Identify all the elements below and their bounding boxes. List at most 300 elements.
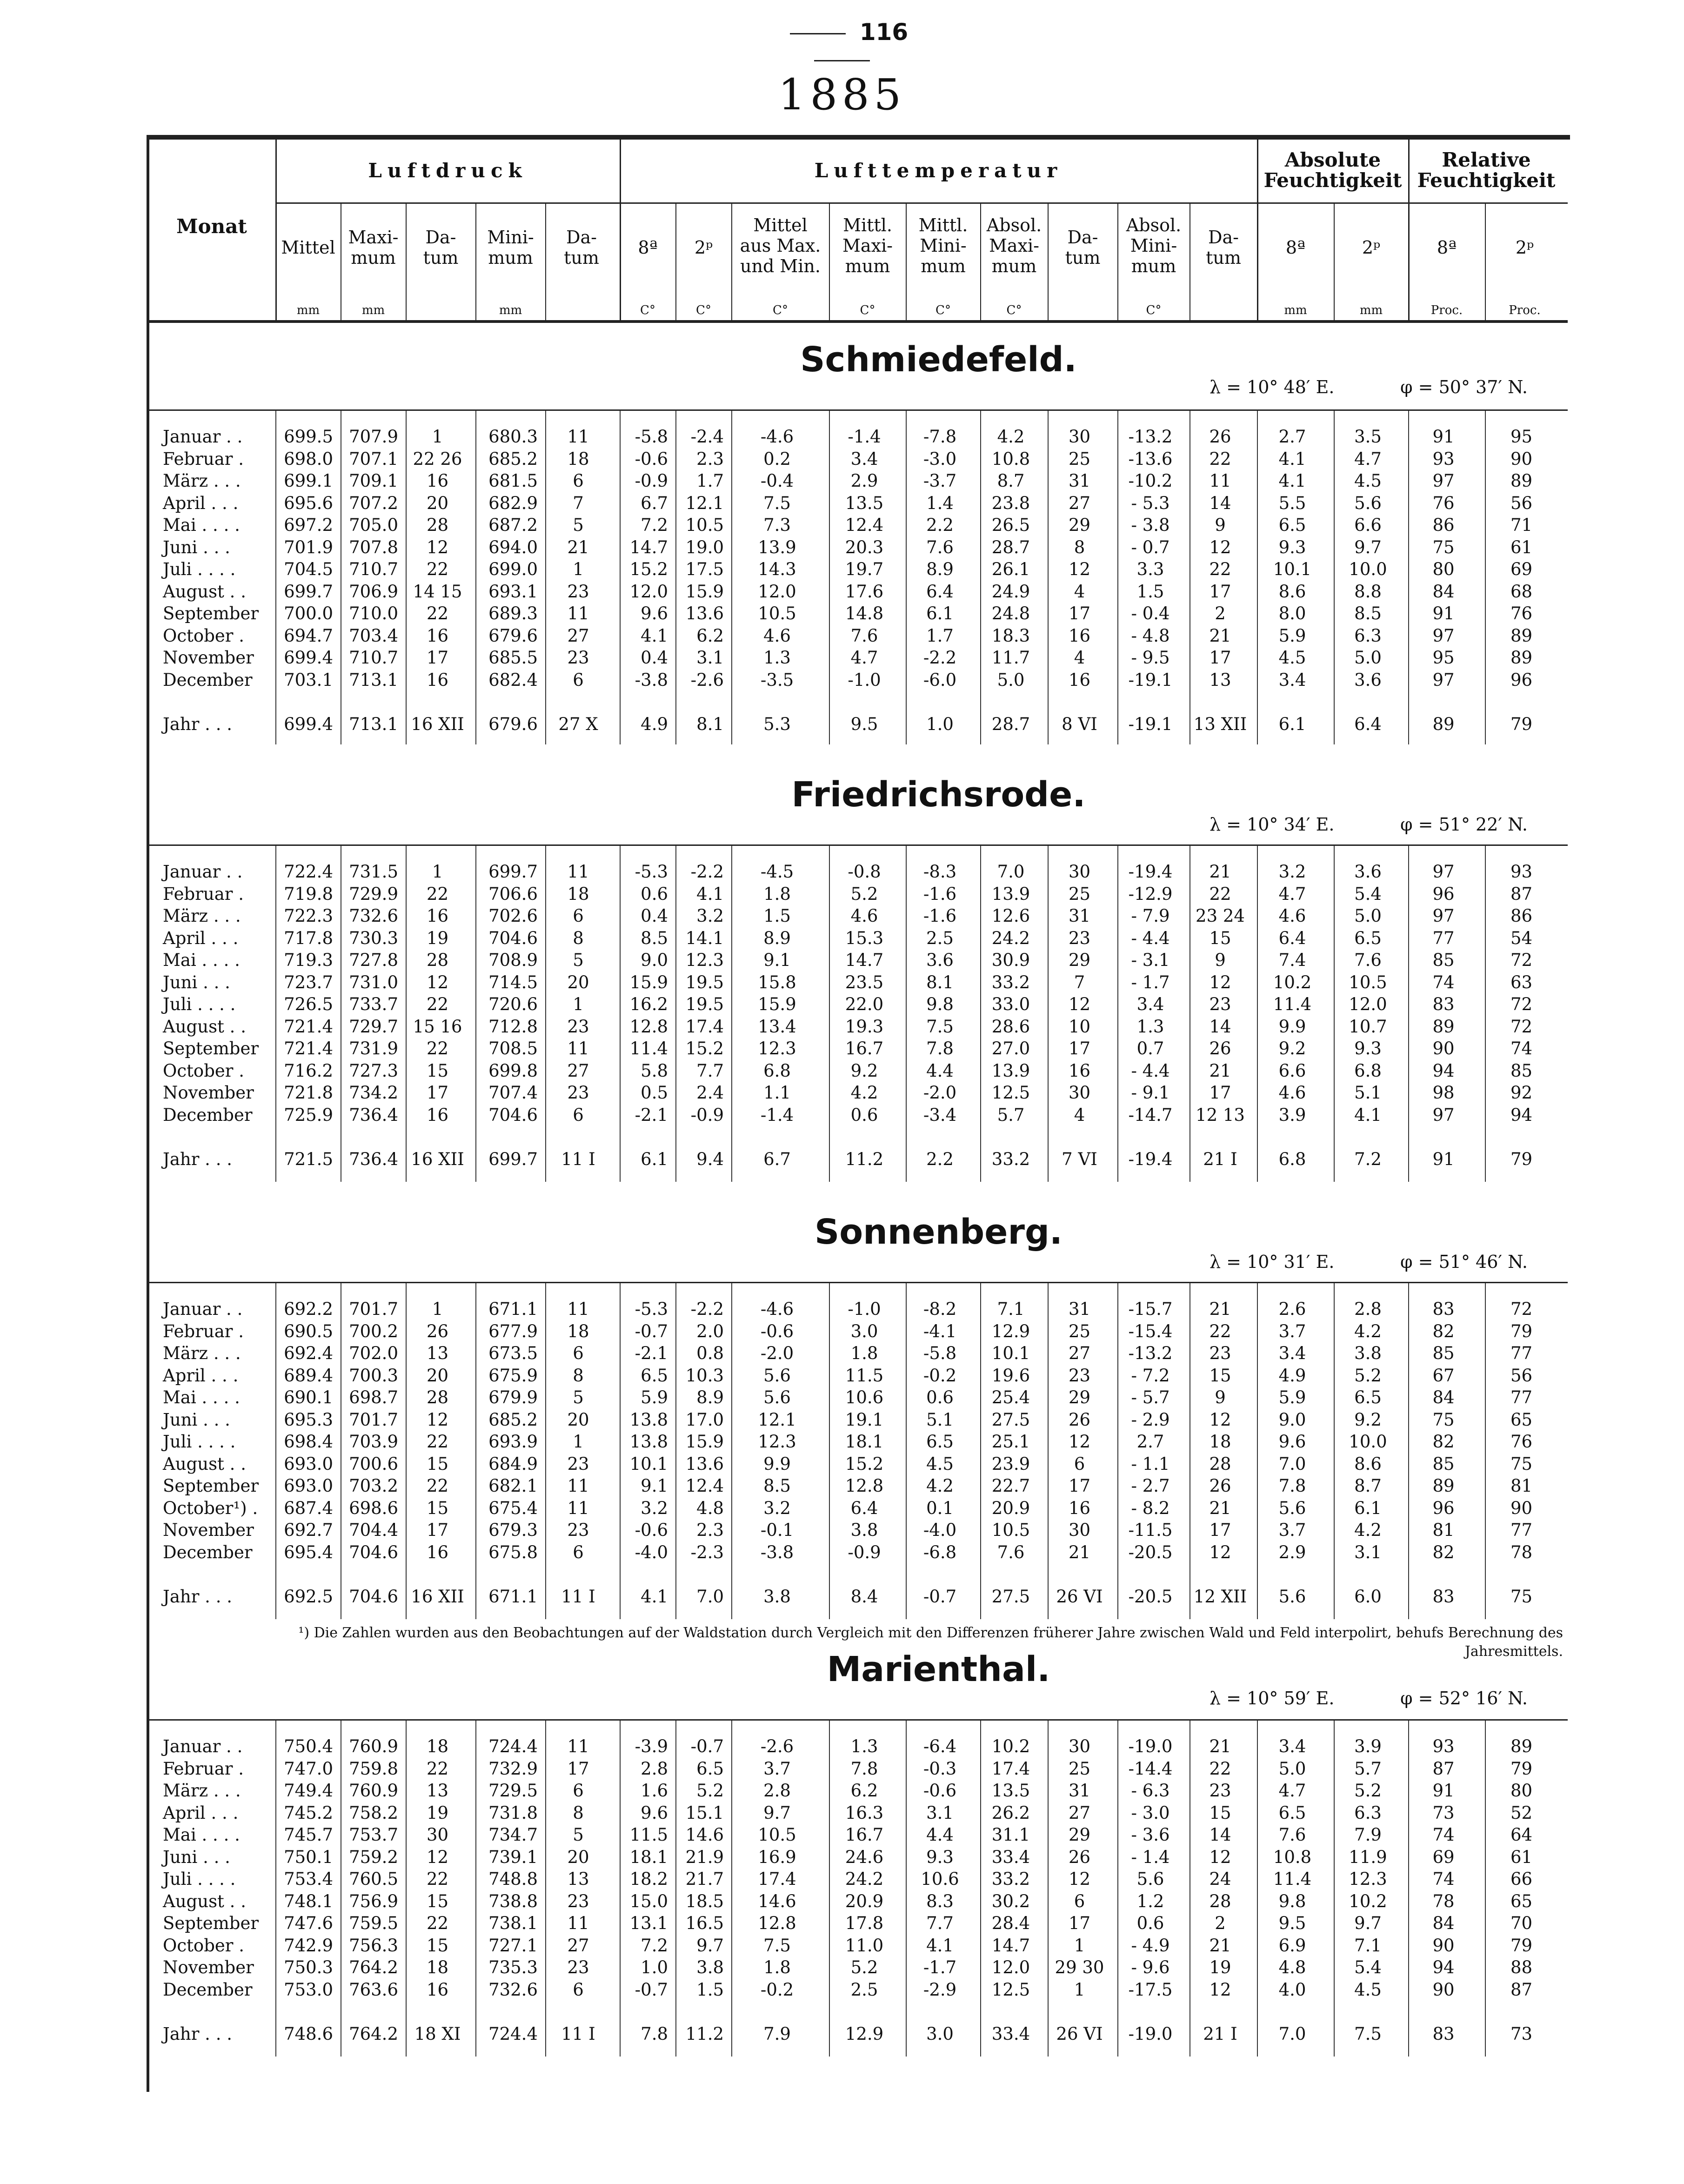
column-header-line: Da- xyxy=(425,227,456,248)
table-cell: 759.8 xyxy=(349,1758,398,1779)
table-cell: 12.4 xyxy=(685,1476,724,1496)
table-cell: 21 I xyxy=(1203,2024,1237,2044)
table-cell: 16 XII xyxy=(411,714,464,734)
table-cell: 21 xyxy=(1068,1542,1091,1562)
table-cell: 4.1 xyxy=(641,625,668,646)
column-divider xyxy=(675,204,676,320)
table-cell: 16 XII xyxy=(411,1587,464,1607)
table-cell: 5.4 xyxy=(1354,1957,1382,1977)
table-cell: 2.8 xyxy=(763,1781,791,1801)
table-cell: 91 xyxy=(1432,603,1455,623)
table-cell: 15 xyxy=(1209,1802,1231,1823)
table-cell: -0.7 xyxy=(923,1587,957,1607)
table-cell: 27 xyxy=(1068,1343,1091,1363)
table-cell: 11 xyxy=(567,1498,589,1518)
table-cell: 13.1 xyxy=(629,1913,668,1933)
table-cell: 15 xyxy=(426,1498,449,1518)
table-cell: 695.3 xyxy=(284,1409,333,1430)
table-cell: 26.5 xyxy=(991,515,1030,535)
table-cell: 701.7 xyxy=(349,1409,398,1430)
table-cell: 713.1 xyxy=(349,670,398,690)
month-label: September xyxy=(163,1476,259,1496)
table-cell: 10.5 xyxy=(1349,972,1387,992)
table-cell: -19.0 xyxy=(1128,2024,1173,2044)
table-cell: 7.8 xyxy=(641,2024,668,2044)
table-cell: 21.7 xyxy=(685,1869,724,1889)
table-cell: 97 xyxy=(1432,625,1455,646)
table-cell: 3.0 xyxy=(926,2024,954,2044)
table-cell: 730.3 xyxy=(349,928,398,948)
table-cell: 705.0 xyxy=(349,515,398,535)
table-cell: 82 xyxy=(1432,1432,1455,1452)
table-cell: 18 xyxy=(426,1957,449,1977)
table-cell: -19.1 xyxy=(1128,714,1173,734)
table-cell: 6.4 xyxy=(1354,714,1382,734)
table-cell: - 4.9 xyxy=(1131,1935,1170,1956)
table-cell: 4.7 xyxy=(850,648,878,668)
table-cell: 0.5 xyxy=(641,1083,668,1103)
column-header-line: Maxi- xyxy=(989,235,1039,256)
table-cell: 4.0 xyxy=(1278,1979,1306,2000)
table-cell: 19.1 xyxy=(845,1409,884,1430)
table-cell: 4.5 xyxy=(1278,648,1306,668)
column-header-line: Mini- xyxy=(1130,235,1177,256)
table-cell: 753.4 xyxy=(284,1869,333,1889)
table-cell: 75 xyxy=(1510,1587,1533,1607)
table-cell: 732.6 xyxy=(349,906,398,926)
table-cell: -15.7 xyxy=(1128,1299,1173,1319)
table-cell: 14.7 xyxy=(845,950,884,970)
table-cell: 27 X xyxy=(558,714,598,734)
table-cell: 4.5 xyxy=(1354,1979,1382,2000)
table-cell: 72 xyxy=(1510,994,1533,1014)
month-label: Januar . . xyxy=(163,862,243,882)
table-cell: 21 xyxy=(1209,1060,1231,1081)
table-cell: 699.7 xyxy=(488,862,538,882)
table-row xyxy=(147,1541,1568,1564)
table-cell: 15 xyxy=(426,1891,449,1911)
table-cell: 12.9 xyxy=(991,1321,1030,1341)
table-cell: -0.9 xyxy=(690,1105,724,1125)
table-cell: 11 xyxy=(567,1913,589,1933)
table-cell: 17 xyxy=(1068,603,1091,623)
table-cell: 7.1 xyxy=(1354,1935,1382,1956)
table-cell: 689.3 xyxy=(488,603,538,623)
table-cell: 72 xyxy=(1510,950,1533,970)
table-cell: 3.6 xyxy=(1354,670,1382,690)
table-cell: 23 xyxy=(567,1454,589,1474)
table-cell: 23 xyxy=(1068,1365,1091,1386)
table-cell: 0.7 xyxy=(1136,1038,1164,1059)
table-cell: 10.6 xyxy=(921,1869,959,1889)
table-cell: -2.0 xyxy=(923,1083,957,1103)
table-cell: 11.4 xyxy=(629,1038,668,1059)
table-cell: 12.6 xyxy=(991,906,1030,926)
table-cell: 12 xyxy=(1068,559,1091,579)
table-cell: 2.5 xyxy=(850,1979,878,2000)
table-cell: 3.1 xyxy=(926,1802,954,1823)
table-cell: 11.4 xyxy=(1273,1869,1312,1889)
table-cell: 28 xyxy=(426,950,449,970)
column-divider xyxy=(1257,204,1258,320)
table-cell: 7.8 xyxy=(926,1038,954,1059)
table-cell: 85 xyxy=(1432,950,1455,970)
table-cell: 19 xyxy=(1209,1957,1231,1977)
table-cell: 749.4 xyxy=(284,1781,333,1801)
table-cell: 2.5 xyxy=(926,928,954,948)
table-cell: 9.2 xyxy=(1278,1038,1306,1059)
table-cell: -15.4 xyxy=(1128,1321,1173,1341)
table-cell: 6.7 xyxy=(641,493,668,513)
table-cell: 12 XII xyxy=(1193,1587,1247,1607)
table-cell: 7.6 xyxy=(1278,1825,1306,1845)
table-cell: 17 xyxy=(1209,1520,1231,1540)
column-header xyxy=(677,237,730,258)
table-cell: 7.5 xyxy=(926,1016,954,1037)
table-cell: 7.6 xyxy=(997,1542,1025,1562)
table-cell: - 5.7 xyxy=(1131,1387,1170,1407)
header-absolute-feuchtigkeit xyxy=(1258,150,1407,191)
table-cell: 1.3 xyxy=(763,648,791,668)
table-cell: 679.3 xyxy=(488,1520,538,1540)
table-cell: 694.0 xyxy=(488,537,538,557)
table-cell: 7.5 xyxy=(1354,2024,1382,2044)
table-cell: 4.4 xyxy=(926,1060,954,1081)
table-cell: 758.2 xyxy=(349,1802,398,1823)
table-cell: 79 xyxy=(1510,1935,1533,1956)
table-cell: 79 xyxy=(1510,714,1533,734)
table-cell: 3.4 xyxy=(1136,994,1164,1014)
table-cell: 24.2 xyxy=(845,1869,884,1889)
table-cell: 10.0 xyxy=(1349,559,1387,579)
month-label: October . xyxy=(163,625,244,646)
table-cell: 20.9 xyxy=(991,1498,1030,1518)
table-cell: 22 xyxy=(1209,559,1231,579)
table-cell: 64 xyxy=(1510,1825,1533,1845)
table-cell: 26 VI xyxy=(1056,2024,1103,2044)
table-cell: 75 xyxy=(1432,537,1455,557)
table-cell: 9.8 xyxy=(1278,1891,1306,1911)
table-cell: 0.2 xyxy=(763,449,791,469)
table-row xyxy=(147,1497,1568,1520)
table-cell: 17 xyxy=(1068,1913,1091,1933)
month-label: Januar . . xyxy=(163,1299,243,1319)
column-header xyxy=(1410,237,1484,258)
table-cell: 23 xyxy=(567,1083,589,1103)
station-latitude: φ = 52° 16′ N. xyxy=(1400,1688,1528,1708)
table-cell: 6.4 xyxy=(926,581,954,602)
table-cell: 68 xyxy=(1510,581,1533,602)
table-cell: 675.4 xyxy=(488,1498,538,1518)
table-cell: 10.2 xyxy=(991,1736,1030,1756)
column-header-line: Da- xyxy=(566,227,597,248)
table-cell: 25 xyxy=(1068,1758,1091,1779)
table-cell: 684.9 xyxy=(488,1454,538,1474)
table-cell: 695.6 xyxy=(284,493,333,513)
month-label: November xyxy=(163,1957,254,1977)
table-cell: 8.6 xyxy=(1354,1454,1382,1474)
table-cell: -5.3 xyxy=(635,1299,668,1319)
table-cell: 25 xyxy=(1068,1321,1091,1341)
table-cell: -7.8 xyxy=(923,427,957,447)
table-cell: 760.9 xyxy=(349,1736,398,1756)
table-cell: 13.6 xyxy=(685,1454,724,1474)
table-cell: 16 XII xyxy=(411,1149,464,1169)
station-title: Friedrichsrode. xyxy=(791,775,1086,815)
table-cell: 18.1 xyxy=(845,1432,884,1452)
month-label: Februar . xyxy=(163,884,244,904)
table-cell: -19.0 xyxy=(1128,1736,1173,1756)
table-cell: -0.2 xyxy=(923,1365,957,1386)
table-cell: 3.6 xyxy=(926,950,954,970)
table-cell: 13 xyxy=(426,1343,449,1363)
table-cell: 91 xyxy=(1432,1149,1455,1169)
table-cell: 73 xyxy=(1432,1802,1455,1823)
table-cell: 97 xyxy=(1432,471,1455,491)
table-cell: 22.0 xyxy=(845,994,884,1014)
table-cell: 15.9 xyxy=(629,972,668,992)
station-title: Schmiedefeld. xyxy=(800,340,1077,380)
table-cell: 753.0 xyxy=(284,1979,333,2000)
table-cell: 702.6 xyxy=(488,906,538,926)
table-cell: 6.9 xyxy=(1278,1935,1306,1956)
table-cell: -0.6 xyxy=(635,1520,668,1540)
table-cell: 700.3 xyxy=(349,1365,398,1386)
table-cell: 31 xyxy=(1068,471,1091,491)
table-cell: 690.1 xyxy=(284,1387,333,1407)
table-cell: 750.1 xyxy=(284,1847,333,1867)
column-divider xyxy=(906,204,907,320)
table-cell: 18 xyxy=(567,449,589,469)
table-cell: 17 xyxy=(1209,1083,1231,1103)
table-cell: 4.1 xyxy=(1278,471,1306,491)
table-cell: 27.5 xyxy=(991,1587,1030,1607)
table-cell: - 9.1 xyxy=(1131,1083,1170,1103)
table-cell: 31 xyxy=(1068,1781,1091,1801)
table-row xyxy=(147,1409,1568,1431)
table-cell: 1 xyxy=(573,559,584,579)
table-cell: 66 xyxy=(1510,1869,1533,1889)
footnote: ¹) Die Zahlen wurden aus den Beobachtungen auf der Waldstation durch Vergleich mit den Differenzen früherer Jahre zwischen Wald und Feld interpolirt, behufs Berechnung des Jahresmittels. xyxy=(298,1625,1563,1660)
table-cell: 677.9 xyxy=(488,1321,538,1341)
header-luftdruck: Luftdruck xyxy=(368,159,528,182)
table-cell: -1.4 xyxy=(760,1105,794,1125)
table-row xyxy=(147,669,1568,691)
table-cell: 12.8 xyxy=(845,1476,884,1496)
table-cell: 8.7 xyxy=(1354,1476,1382,1496)
table-cell: 4.1 xyxy=(926,1935,954,1956)
table-cell: 0.6 xyxy=(926,1387,954,1407)
table-cell: 3.4 xyxy=(850,449,878,469)
table-cell: 15.9 xyxy=(685,1432,724,1452)
table-cell: 54 xyxy=(1510,928,1533,948)
table-cell: - 8.2 xyxy=(1131,1498,1170,1518)
table-cell: 0.1 xyxy=(926,1498,954,1518)
table-cell: 7.1 xyxy=(997,1299,1025,1319)
column-header-line: und Min. xyxy=(740,256,821,276)
table-cell: 17 xyxy=(426,1083,449,1103)
table-cell: 17 xyxy=(1068,1038,1091,1059)
column-header-line: Mittel xyxy=(281,237,335,258)
table-cell: 3.9 xyxy=(1278,1105,1306,1125)
table-cell: 763.6 xyxy=(349,1979,398,2000)
table-cell: 97 xyxy=(1432,670,1455,690)
table-cell: 21 xyxy=(1209,625,1231,646)
table-cell: 75 xyxy=(1510,1454,1533,1474)
table-cell: 12 xyxy=(1209,1542,1231,1562)
table-cell: 75 xyxy=(1432,1409,1455,1430)
table-cell: 0.6 xyxy=(641,884,668,904)
table-cell: 731.9 xyxy=(349,1038,398,1059)
table-cell: 698.7 xyxy=(349,1387,398,1407)
table-cell: 6.5 xyxy=(641,1365,668,1386)
table-cell: 17.4 xyxy=(685,1016,724,1037)
column-header xyxy=(277,237,340,258)
rel-feucht-line1: Relative xyxy=(1442,148,1531,171)
table-cell: 703.2 xyxy=(349,1476,398,1496)
table-cell: 16.2 xyxy=(629,994,668,1014)
table-row xyxy=(147,905,1568,927)
table-row xyxy=(147,1016,1568,1038)
table-cell: 6.1 xyxy=(926,603,954,623)
table-cell: 26 xyxy=(426,1321,449,1341)
table-row xyxy=(147,1320,1568,1343)
table-cell: 26 xyxy=(1209,1476,1231,1496)
table-row xyxy=(147,1935,1568,1957)
table-cell: 23 xyxy=(1209,994,1231,1014)
table-cell: 8.9 xyxy=(763,928,791,948)
table-cell: 6.4 xyxy=(850,1498,878,1518)
month-label: Mai . . . . xyxy=(163,515,240,535)
table-cell: 719.8 xyxy=(284,884,333,904)
table-cell: 85 xyxy=(1432,1343,1455,1363)
table-cell: 704.6 xyxy=(488,928,538,948)
month-label: Juni . . . xyxy=(163,1409,230,1430)
column-header-line: Mini- xyxy=(487,227,534,248)
table-cell: 3.6 xyxy=(1354,862,1382,882)
rel-feucht-line2: Feuchtigkeit xyxy=(1417,169,1556,192)
table-cell: -0.6 xyxy=(760,1321,794,1341)
table-cell: 700.0 xyxy=(284,603,333,623)
column-header-line: 8ª xyxy=(1437,237,1457,258)
table-cell: 22 xyxy=(1209,1758,1231,1779)
table-cell: 86 xyxy=(1432,515,1455,535)
table-cell: 1.6 xyxy=(641,1781,668,1801)
table-cell: 1 xyxy=(432,862,443,882)
table-cell: 699.7 xyxy=(284,581,333,602)
table-cell: 17 xyxy=(1209,581,1231,602)
table-cell: 11.0 xyxy=(845,1935,884,1956)
table-cell: 27.0 xyxy=(991,1038,1030,1059)
table-cell: 679.9 xyxy=(488,1387,538,1407)
table-cell: 5.3 xyxy=(763,714,791,734)
table-cell: 18 XI xyxy=(414,2024,461,2044)
table-cell: -0.7 xyxy=(635,1979,668,2000)
table-cell: 16 xyxy=(1068,625,1091,646)
table-cell: 9.2 xyxy=(1354,1409,1382,1430)
table-cell: 708.5 xyxy=(488,1038,538,1059)
table-cell: 699.1 xyxy=(284,471,333,491)
table-cell: 23 xyxy=(1209,1343,1231,1363)
table-cell: -1.7 xyxy=(923,1957,957,1977)
table-cell: 4.5 xyxy=(926,1454,954,1474)
table-cell: 83 xyxy=(1432,1587,1455,1607)
table-row xyxy=(147,603,1568,625)
table-cell: 6.1 xyxy=(1354,1498,1382,1518)
table-cell: 5.0 xyxy=(997,670,1025,690)
column-unit: C° xyxy=(1146,303,1162,317)
table-cell: -2.2 xyxy=(923,648,957,668)
table-cell: 95 xyxy=(1432,648,1455,668)
table-cell: 12.5 xyxy=(991,1979,1030,2000)
column-header-line: aus Max. xyxy=(740,235,821,256)
table-cell: -19.1 xyxy=(1128,670,1173,690)
table-cell: 13.9 xyxy=(758,537,796,557)
table-cell: - 3.1 xyxy=(1131,950,1170,970)
column-header-line: Mittl. xyxy=(918,215,968,235)
table-cell: 701.9 xyxy=(284,537,333,557)
table-cell: 704.4 xyxy=(349,1520,398,1540)
table-cell: 3.2 xyxy=(763,1498,791,1518)
table-cell: 28.7 xyxy=(991,537,1030,557)
table-cell: 13.5 xyxy=(845,493,884,513)
month-label: Februar . xyxy=(163,1758,244,1779)
table-cell: 7 VI xyxy=(1062,1149,1097,1169)
table-cell: 20.3 xyxy=(845,537,884,557)
table-cell: 15.8 xyxy=(758,972,796,992)
table-cell: 16 xyxy=(1068,1498,1091,1518)
column-header-line: 8ª xyxy=(638,237,658,258)
table-cell: 11.5 xyxy=(845,1365,884,1386)
table-cell: - 9.5 xyxy=(1131,648,1170,668)
table-cell: 7.0 xyxy=(1278,2024,1306,2044)
table-cell: 2.9 xyxy=(1278,1542,1306,1562)
table-cell: 704.6 xyxy=(488,1105,538,1125)
table-cell: 6.8 xyxy=(763,1060,791,1081)
table-cell: 4.9 xyxy=(641,714,668,734)
table-cell: 72 xyxy=(1510,1299,1533,1319)
table-cell: 12.0 xyxy=(758,581,796,602)
table-cell: 12 xyxy=(1209,1847,1231,1867)
column-header-line: tum xyxy=(564,248,599,268)
table-row xyxy=(147,1082,1568,1104)
table-cell: 6 xyxy=(573,1105,584,1125)
column-divider xyxy=(1189,204,1190,320)
table-cell: 12.4 xyxy=(845,515,884,535)
table-cell: 20 xyxy=(567,972,589,992)
column-header xyxy=(547,227,616,268)
table-cell: -13.6 xyxy=(1128,449,1173,469)
table-cell: 6 xyxy=(573,1781,584,1801)
table-row xyxy=(147,1387,1568,1409)
month-label: April . . . xyxy=(163,1365,239,1386)
table-cell: 15 xyxy=(1209,928,1231,948)
table-cell: 80 xyxy=(1510,1781,1533,1801)
table-cell: 4.2 xyxy=(1354,1321,1382,1341)
table-cell: 9.7 xyxy=(763,1802,791,1823)
table-cell: 6.6 xyxy=(1278,1060,1306,1081)
table-cell: 745.2 xyxy=(284,1802,333,1823)
table-cell: 94 xyxy=(1432,1060,1455,1081)
column-divider xyxy=(1334,204,1335,320)
table-cell: 2.6 xyxy=(1278,1299,1306,1319)
table-row xyxy=(147,647,1568,669)
table-cell: 6.5 xyxy=(696,1758,724,1779)
table-cell: 97 xyxy=(1432,862,1455,882)
table-cell: 735.3 xyxy=(488,1957,538,1977)
station-longitude: λ = 10° 31′ E. xyxy=(1210,1252,1335,1272)
table-cell: 707.2 xyxy=(349,493,398,513)
